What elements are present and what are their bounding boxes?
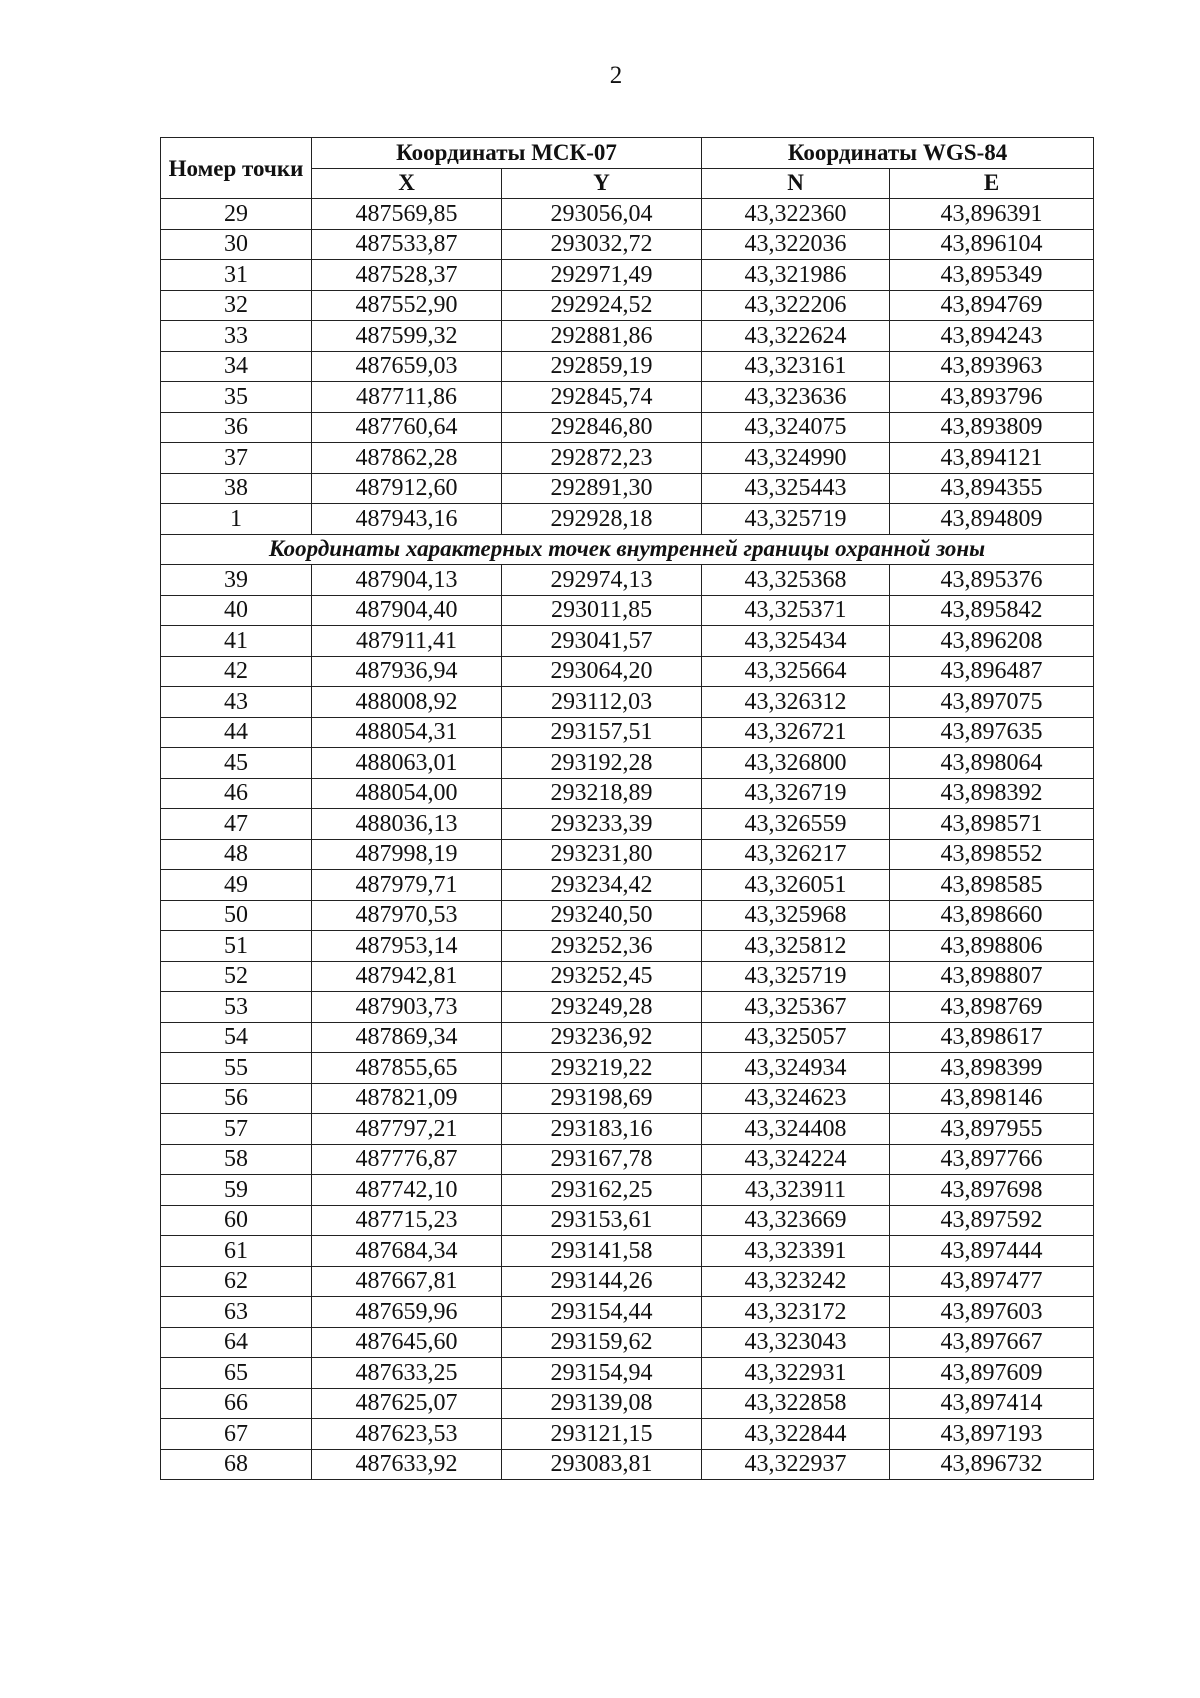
- point-number-cell: 68: [161, 1449, 312, 1480]
- e-cell: 43,898392: [890, 778, 1094, 809]
- point-number-cell: 42: [161, 656, 312, 687]
- table-row: [161, 595, 1094, 626]
- point-number-cell: 46: [161, 778, 312, 809]
- n-cell: 43,322206: [702, 290, 890, 321]
- y-cell: 293056,04: [502, 199, 702, 230]
- x-cell: 487659,96: [312, 1297, 502, 1328]
- e-cell: 43,896391: [890, 199, 1094, 230]
- e-cell: 43,897667: [890, 1327, 1094, 1358]
- e-cell: 43,898399: [890, 1053, 1094, 1084]
- table-row: [161, 1144, 1094, 1175]
- table-row: [161, 1297, 1094, 1328]
- e-cell: 43,894243: [890, 321, 1094, 352]
- table-row: [161, 870, 1094, 901]
- y-cell: 293252,45: [502, 961, 702, 992]
- x-cell: 487552,90: [312, 290, 502, 321]
- y-cell: 293231,80: [502, 839, 702, 870]
- y-cell: 293064,20: [502, 656, 702, 687]
- x-cell: 487862,28: [312, 443, 502, 474]
- n-cell: 43,326051: [702, 870, 890, 901]
- n-cell: 43,324990: [702, 443, 890, 474]
- x-cell: 487943,16: [312, 504, 502, 535]
- n-cell: 43,321986: [702, 260, 890, 291]
- point-number-cell: 58: [161, 1144, 312, 1175]
- y-cell: 293011,85: [502, 595, 702, 626]
- e-cell: 43,897592: [890, 1205, 1094, 1236]
- point-number-cell: 56: [161, 1083, 312, 1114]
- y-cell: 293162,25: [502, 1175, 702, 1206]
- point-number-cell: 1: [161, 504, 312, 535]
- point-number-cell: 61: [161, 1236, 312, 1267]
- outer-boundary-rows: [161, 199, 1094, 535]
- e-cell: 43,898552: [890, 839, 1094, 870]
- point-number-cell: 48: [161, 839, 312, 870]
- y-cell: 293139,08: [502, 1388, 702, 1419]
- n-cell: 43,322036: [702, 229, 890, 260]
- point-number-cell: 51: [161, 931, 312, 962]
- x-cell: 488063,01: [312, 748, 502, 779]
- y-cell: 293240,50: [502, 900, 702, 931]
- y-cell: 293233,39: [502, 809, 702, 840]
- wgs-84-header: Координаты WGS-84: [702, 138, 1094, 169]
- n-cell: 43,326312: [702, 687, 890, 718]
- x-cell: 487904,40: [312, 595, 502, 626]
- y-cell: 293141,58: [502, 1236, 702, 1267]
- e-cell: 43,893796: [890, 382, 1094, 413]
- e-cell: 43,898571: [890, 809, 1094, 840]
- e-cell: 43,893963: [890, 351, 1094, 382]
- n-cell: 43,324224: [702, 1144, 890, 1175]
- x-cell: 487953,14: [312, 931, 502, 962]
- n-cell: 43,323172: [702, 1297, 890, 1328]
- x-cell: 488036,13: [312, 809, 502, 840]
- y-cell: 292859,19: [502, 351, 702, 382]
- n-cell: 43,325664: [702, 656, 890, 687]
- inner-boundary-rows: [161, 565, 1094, 1480]
- e-cell: 43,894809: [890, 504, 1094, 535]
- table-row: [161, 504, 1094, 535]
- point-number-cell: 45: [161, 748, 312, 779]
- n-cell: 43,325367: [702, 992, 890, 1023]
- x-cell: 487645,60: [312, 1327, 502, 1358]
- y-cell: 293236,92: [502, 1022, 702, 1053]
- y-cell: 292928,18: [502, 504, 702, 535]
- x-cell: 488054,00: [312, 778, 502, 809]
- table-row: [161, 1114, 1094, 1145]
- table-row: [161, 443, 1094, 474]
- x-cell: 487979,71: [312, 870, 502, 901]
- n-cell: 43,325812: [702, 931, 890, 962]
- e-cell: 43,898064: [890, 748, 1094, 779]
- y-cell: 292971,49: [502, 260, 702, 291]
- n-cell: 43,323669: [702, 1205, 890, 1236]
- n-cell: 43,325719: [702, 961, 890, 992]
- e-cell: 43,897193: [890, 1419, 1094, 1450]
- section-row: [161, 534, 1094, 565]
- x-cell: 487633,92: [312, 1449, 502, 1480]
- table-row: [161, 229, 1094, 260]
- table-row: [161, 412, 1094, 443]
- e-cell: 43,898660: [890, 900, 1094, 931]
- point-number-cell: 40: [161, 595, 312, 626]
- y-cell: 293219,22: [502, 1053, 702, 1084]
- x-cell: 487760,64: [312, 412, 502, 443]
- n-cell: 43,324934: [702, 1053, 890, 1084]
- n-cell: 43,322624: [702, 321, 890, 352]
- n-cell: 43,325371: [702, 595, 890, 626]
- e-cell: 43,896732: [890, 1449, 1094, 1480]
- e-cell: 43,897609: [890, 1358, 1094, 1389]
- y-cell: 293198,69: [502, 1083, 702, 1114]
- n-cell: 43,323391: [702, 1236, 890, 1267]
- table-row: [161, 351, 1094, 382]
- x-cell: 487911,41: [312, 626, 502, 657]
- y-cell: 293121,15: [502, 1419, 702, 1450]
- x-cell: 487533,87: [312, 229, 502, 260]
- e-header: E: [890, 168, 1094, 199]
- table-row: [161, 626, 1094, 657]
- n-cell: 43,323242: [702, 1266, 890, 1297]
- table-row: [161, 687, 1094, 718]
- table-row: [161, 748, 1094, 779]
- point-number-cell: 33: [161, 321, 312, 352]
- point-number-cell: 37: [161, 443, 312, 474]
- y-cell: 293192,28: [502, 748, 702, 779]
- point-number-cell: 38: [161, 473, 312, 504]
- x-cell: 487599,32: [312, 321, 502, 352]
- n-cell: 43,323161: [702, 351, 890, 382]
- y-cell: 292872,23: [502, 443, 702, 474]
- point-number-cell: 36: [161, 412, 312, 443]
- table-row: [161, 473, 1094, 504]
- table-row: [161, 931, 1094, 962]
- point-number-cell: 66: [161, 1388, 312, 1419]
- page-number: 2: [609, 62, 623, 89]
- table-row: [161, 1388, 1094, 1419]
- y-cell: 293218,89: [502, 778, 702, 809]
- point-number-cell: 52: [161, 961, 312, 992]
- y-cell: 293249,28: [502, 992, 702, 1023]
- e-cell: 43,897075: [890, 687, 1094, 718]
- n-cell: 43,323636: [702, 382, 890, 413]
- e-cell: 43,898806: [890, 931, 1094, 962]
- table-row: [161, 656, 1094, 687]
- y-cell: 293167,78: [502, 1144, 702, 1175]
- x-cell: 487903,73: [312, 992, 502, 1023]
- table-row: [161, 565, 1094, 596]
- point-number-cell: 57: [161, 1114, 312, 1145]
- e-cell: 43,893809: [890, 412, 1094, 443]
- point-number-cell: 60: [161, 1205, 312, 1236]
- table-row: [161, 1083, 1094, 1114]
- table-row: [161, 1327, 1094, 1358]
- n-cell: 43,324623: [702, 1083, 890, 1114]
- point-number-cell: 32: [161, 290, 312, 321]
- x-cell: 487625,07: [312, 1388, 502, 1419]
- msk-07-header: Координаты МСК-07: [312, 138, 702, 169]
- n-cell: 43,326217: [702, 839, 890, 870]
- x-cell: 487821,09: [312, 1083, 502, 1114]
- n-cell: 43,323911: [702, 1175, 890, 1206]
- x-cell: 487942,81: [312, 961, 502, 992]
- e-cell: 43,897477: [890, 1266, 1094, 1297]
- y-cell: 293041,57: [502, 626, 702, 657]
- point-number-cell: 55: [161, 1053, 312, 1084]
- e-cell: 43,898769: [890, 992, 1094, 1023]
- x-cell: 488054,31: [312, 717, 502, 748]
- x-cell: 487776,87: [312, 1144, 502, 1175]
- n-cell: 43,325057: [702, 1022, 890, 1053]
- e-cell: 43,896208: [890, 626, 1094, 657]
- point-number-cell: 64: [161, 1327, 312, 1358]
- e-cell: 43,897766: [890, 1144, 1094, 1175]
- point-number-cell: 35: [161, 382, 312, 413]
- point-number-cell: 65: [161, 1358, 312, 1389]
- e-cell: 43,898807: [890, 961, 1094, 992]
- y-cell: 293153,61: [502, 1205, 702, 1236]
- table-row: [161, 961, 1094, 992]
- table-row: [161, 1053, 1094, 1084]
- n-cell: 43,326559: [702, 809, 890, 840]
- e-cell: 43,896104: [890, 229, 1094, 260]
- point-number-cell: 54: [161, 1022, 312, 1053]
- y-cell: 292846,80: [502, 412, 702, 443]
- point-number-cell: 39: [161, 565, 312, 596]
- table-row: [161, 778, 1094, 809]
- e-cell: 43,897414: [890, 1388, 1094, 1419]
- e-cell: 43,894355: [890, 473, 1094, 504]
- x-cell: 487797,21: [312, 1114, 502, 1145]
- y-cell: 292881,86: [502, 321, 702, 352]
- n-cell: 43,326719: [702, 778, 890, 809]
- n-cell: 43,325719: [702, 504, 890, 535]
- n-cell: 43,325368: [702, 565, 890, 596]
- point-number-cell: 44: [161, 717, 312, 748]
- point-number-cell: 67: [161, 1419, 312, 1450]
- y-cell: 293252,36: [502, 931, 702, 962]
- y-cell: 292974,13: [502, 565, 702, 596]
- n-cell: 43,322937: [702, 1449, 890, 1480]
- y-cell: 293157,51: [502, 717, 702, 748]
- y-cell: 292845,74: [502, 382, 702, 413]
- x-cell: 487715,23: [312, 1205, 502, 1236]
- table-row: [161, 1205, 1094, 1236]
- point-number-cell: 30: [161, 229, 312, 260]
- x-cell: 487633,25: [312, 1358, 502, 1389]
- y-cell: 293032,72: [502, 229, 702, 260]
- n-cell: 43,322931: [702, 1358, 890, 1389]
- x-cell: 487855,65: [312, 1053, 502, 1084]
- point-number-cell: 53: [161, 992, 312, 1023]
- x-cell: 487998,19: [312, 839, 502, 870]
- e-cell: 43,898146: [890, 1083, 1094, 1114]
- point-number-cell: 62: [161, 1266, 312, 1297]
- point-number-cell: 50: [161, 900, 312, 931]
- y-cell: 293154,44: [502, 1297, 702, 1328]
- table-row: [161, 199, 1094, 230]
- x-cell: 487667,81: [312, 1266, 502, 1297]
- y-cell: 293234,42: [502, 870, 702, 901]
- e-cell: 43,895376: [890, 565, 1094, 596]
- n-cell: 43,325968: [702, 900, 890, 931]
- n-cell: 43,325443: [702, 473, 890, 504]
- n-cell: 43,324408: [702, 1114, 890, 1145]
- table-header: [161, 138, 1094, 199]
- table-row: [161, 290, 1094, 321]
- e-cell: 43,897955: [890, 1114, 1094, 1145]
- table-row: [161, 1266, 1094, 1297]
- y-cell: 293083,81: [502, 1449, 702, 1480]
- point-number-cell: 49: [161, 870, 312, 901]
- table-row: [161, 260, 1094, 291]
- e-cell: 43,897444: [890, 1236, 1094, 1267]
- x-cell: 487970,53: [312, 900, 502, 931]
- y-cell: 292924,52: [502, 290, 702, 321]
- e-cell: 43,897635: [890, 717, 1094, 748]
- table-row: [161, 1358, 1094, 1389]
- e-cell: 43,895842: [890, 595, 1094, 626]
- n-cell: 43,323043: [702, 1327, 890, 1358]
- y-cell: 292891,30: [502, 473, 702, 504]
- table-row: [161, 1022, 1094, 1053]
- e-cell: 43,896487: [890, 656, 1094, 687]
- table-row: [161, 839, 1094, 870]
- y-cell: 293144,26: [502, 1266, 702, 1297]
- n-cell: 43,326721: [702, 717, 890, 748]
- n-cell: 43,326800: [702, 748, 890, 779]
- x-cell: 487912,60: [312, 473, 502, 504]
- n-cell: 43,322858: [702, 1388, 890, 1419]
- table-row: [161, 1449, 1094, 1480]
- x-cell: 487623,53: [312, 1419, 502, 1450]
- table-row: [161, 992, 1094, 1023]
- y-cell: 293183,16: [502, 1114, 702, 1145]
- x-cell: 487528,37: [312, 260, 502, 291]
- table-row: [161, 321, 1094, 352]
- e-cell: 43,895349: [890, 260, 1094, 291]
- y-cell: 293159,62: [502, 1327, 702, 1358]
- table-row: [161, 1419, 1094, 1450]
- y-header: Y: [502, 168, 702, 199]
- table-row: [161, 1175, 1094, 1206]
- x-cell: 487711,86: [312, 382, 502, 413]
- point-number-cell: 29: [161, 199, 312, 230]
- section-title: Координаты характерных точек внутренней границы охранной зоны: [161, 534, 1094, 565]
- e-cell: 43,894769: [890, 290, 1094, 321]
- point-number-cell: 63: [161, 1297, 312, 1328]
- table-row: [161, 809, 1094, 840]
- x-cell: 487684,34: [312, 1236, 502, 1267]
- x-cell: 487869,34: [312, 1022, 502, 1053]
- section-heading: [161, 534, 1094, 565]
- table-row: [161, 1236, 1094, 1267]
- x-cell: 487659,03: [312, 351, 502, 382]
- point-number-header: Номер точки: [161, 138, 312, 199]
- x-header: X: [312, 168, 502, 199]
- y-cell: 293154,94: [502, 1358, 702, 1389]
- table-row: [161, 382, 1094, 413]
- x-cell: 487569,85: [312, 199, 502, 230]
- point-number-cell: 59: [161, 1175, 312, 1206]
- n-cell: 43,324075: [702, 412, 890, 443]
- point-number-cell: 34: [161, 351, 312, 382]
- n-cell: 43,325434: [702, 626, 890, 657]
- point-number-cell: 43: [161, 687, 312, 718]
- e-cell: 43,897603: [890, 1297, 1094, 1328]
- e-cell: 43,894121: [890, 443, 1094, 474]
- e-cell: 43,898617: [890, 1022, 1094, 1053]
- y-cell: 293112,03: [502, 687, 702, 718]
- x-cell: 488008,92: [312, 687, 502, 718]
- n-cell: 43,322844: [702, 1419, 890, 1450]
- e-cell: 43,898585: [890, 870, 1094, 901]
- table-row: [161, 900, 1094, 931]
- point-number-cell: 41: [161, 626, 312, 657]
- n-cell: 43,322360: [702, 199, 890, 230]
- x-cell: 487742,10: [312, 1175, 502, 1206]
- coordinates-table: [160, 137, 1094, 1480]
- n-header: N: [702, 168, 890, 199]
- x-cell: 487936,94: [312, 656, 502, 687]
- point-number-cell: 31: [161, 260, 312, 291]
- e-cell: 43,897698: [890, 1175, 1094, 1206]
- table-row: [161, 717, 1094, 748]
- point-number-cell: 47: [161, 809, 312, 840]
- x-cell: 487904,13: [312, 565, 502, 596]
